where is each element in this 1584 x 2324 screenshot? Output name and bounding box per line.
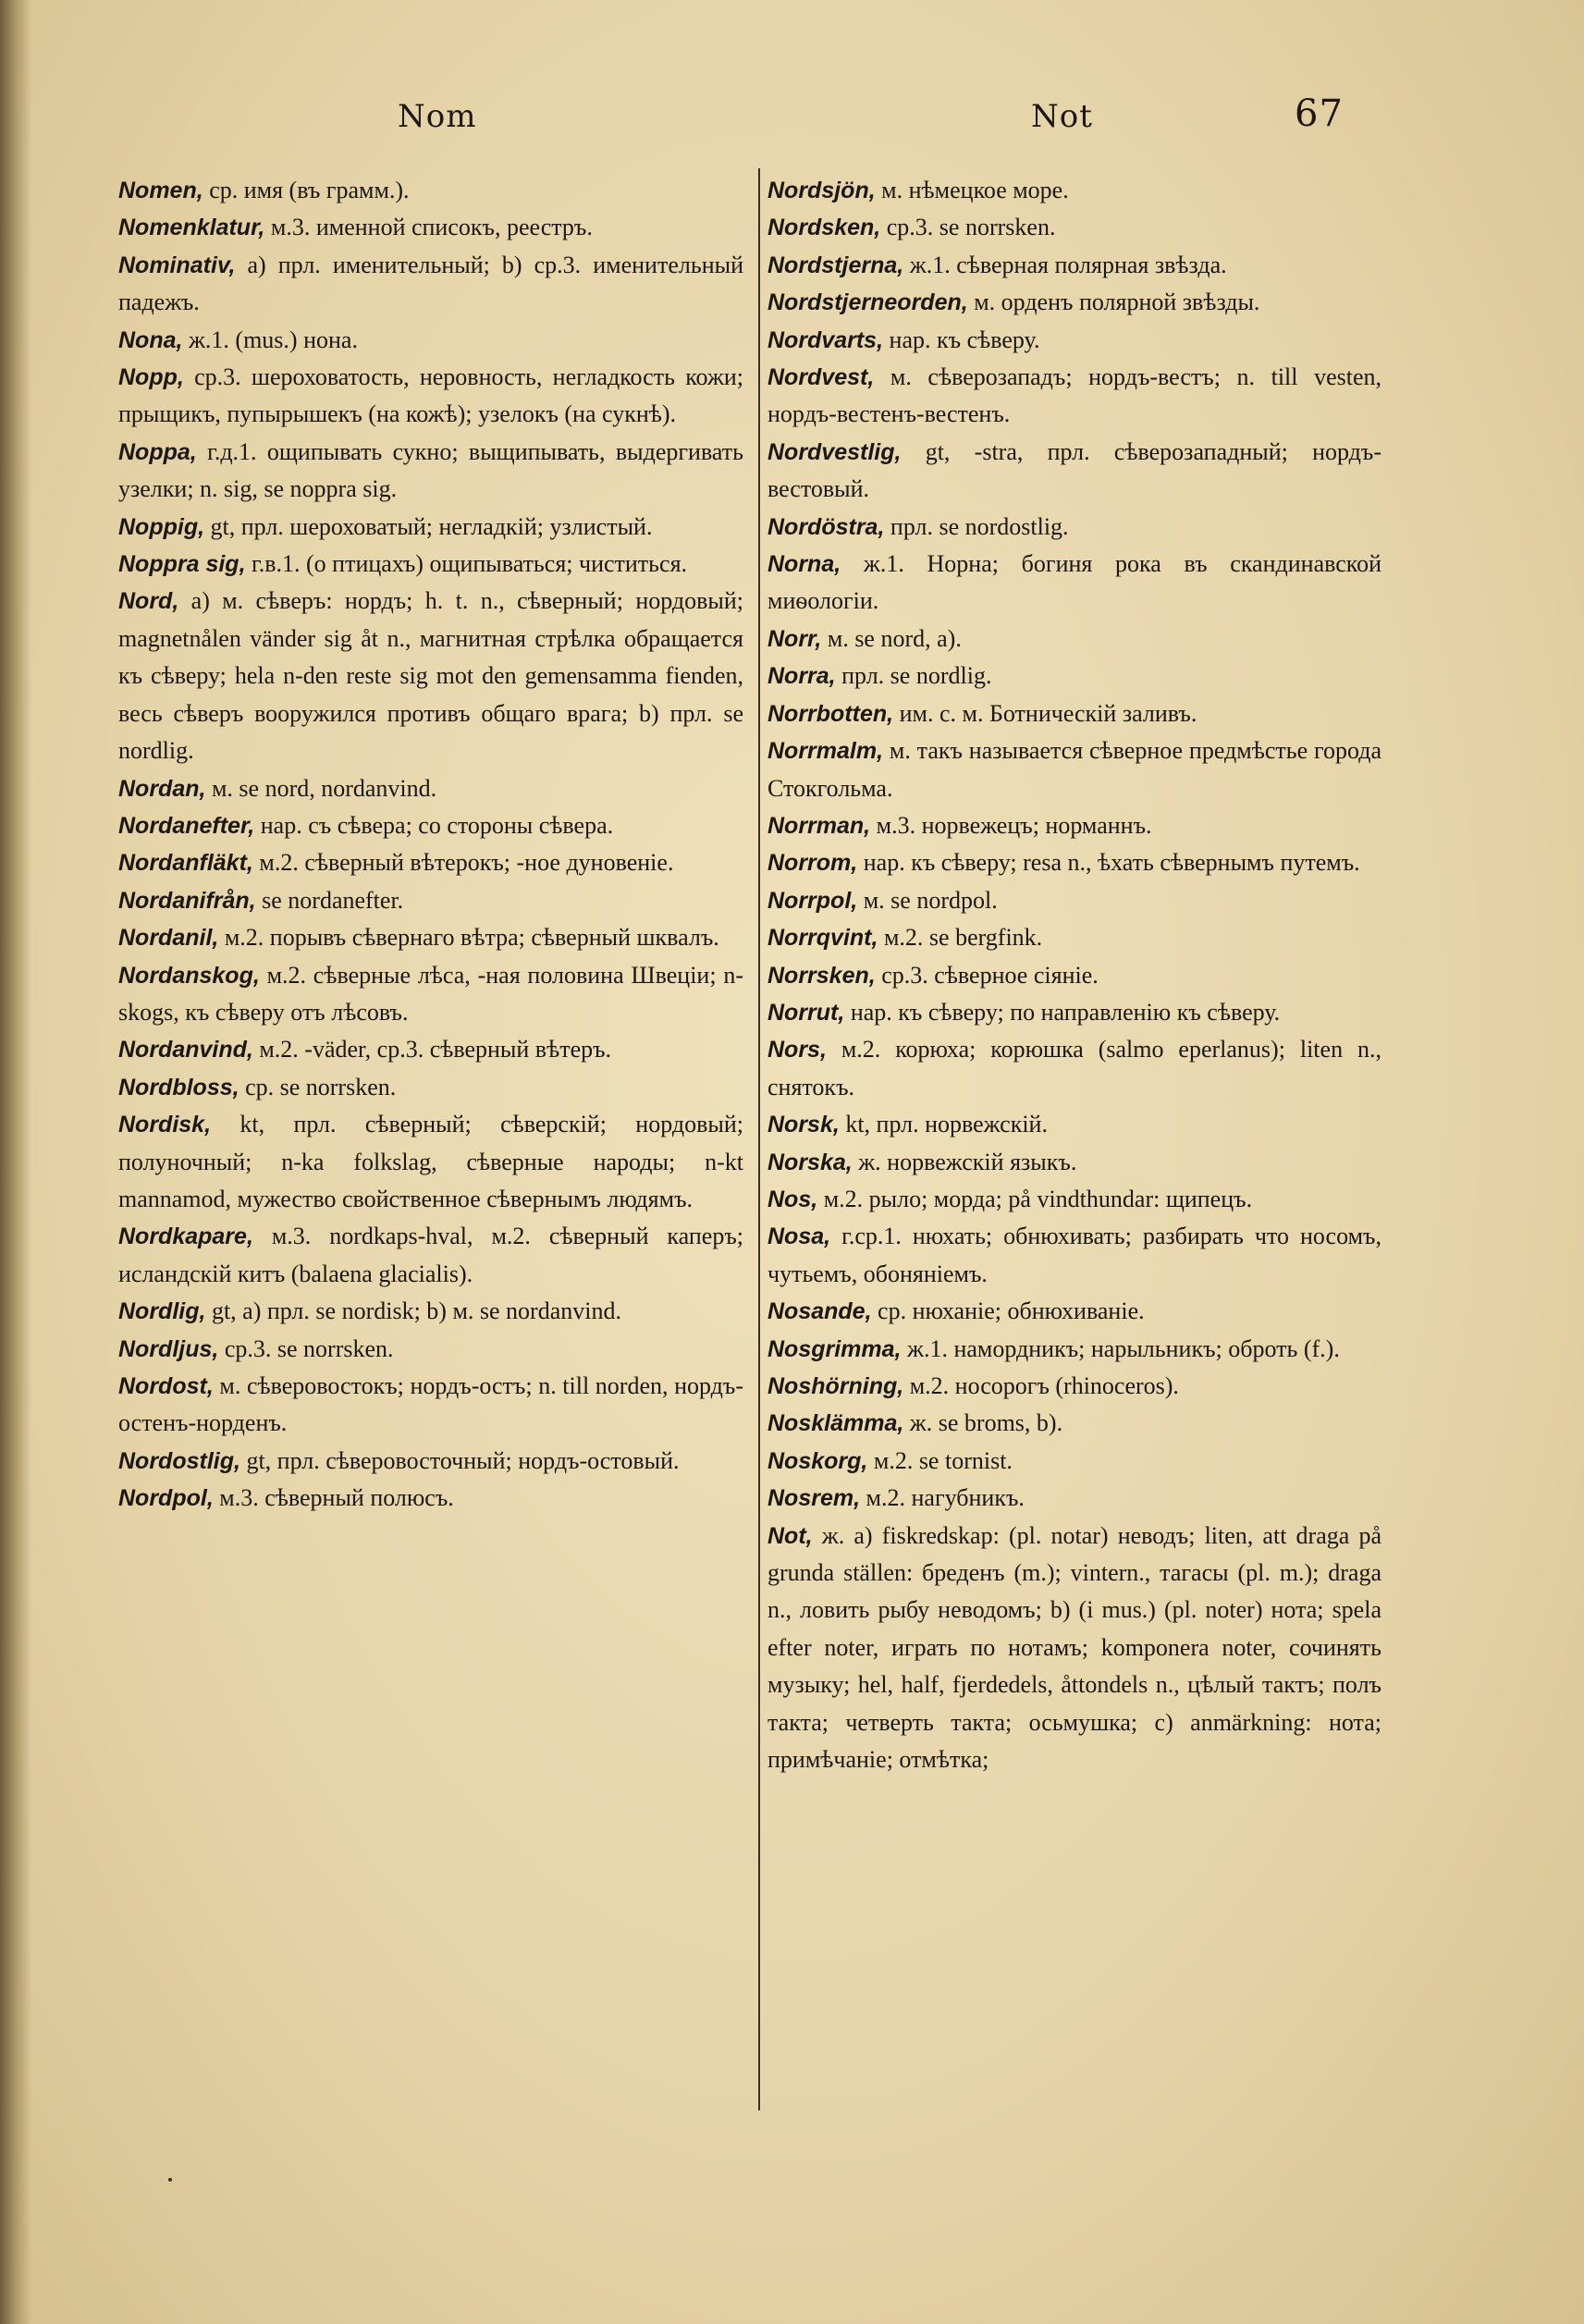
entry-definition: se nordanefter.: [255, 886, 404, 914]
entry-definition: ж.1. (mus.) нона.: [182, 326, 358, 353]
entry-definition: м.2. нагубникъ.: [860, 1484, 1025, 1512]
entry-headword: Nosa,: [767, 1223, 831, 1250]
dictionary-entry: [118, 1106, 743, 1218]
dictionary-entry: [767, 919, 1381, 956]
entry-headword: Nordöstra,: [767, 513, 885, 540]
entry-headword: Nosande,: [767, 1298, 872, 1325]
entry-definition: ср.3. сѣверное сіяніе.: [875, 961, 1099, 989]
dictionary-entry: [118, 209, 743, 246]
entry-headword: Norrbotten,: [767, 700, 894, 727]
dictionary-entry: [767, 1331, 1381, 1368]
entry-headword: Norrman,: [767, 812, 871, 839]
entry-definition: м.2. корюха; корюшка (salmo eperlanus); liten n., снятокъ.: [767, 1036, 1381, 1101]
dictionary-entry: [767, 1218, 1381, 1293]
entry-headword: Norsk,: [767, 1112, 840, 1138]
entry-definition: м. se nordpol.: [857, 886, 998, 914]
entry-headword: Norr,: [767, 625, 822, 652]
entry-definition: м. орденъ полярной звѣзды.: [967, 289, 1260, 316]
entry-definition: м.2. сѣверные лѣса, -ная половина Швеціи; n-skogs, къ сѣверу отъ лѣсовъ.: [118, 961, 743, 1026]
dictionary-entry: [118, 546, 743, 583]
entry-definition: kt, прл. норвежскій.: [839, 1111, 1048, 1138]
dictionary-entry: [767, 1144, 1381, 1181]
entry-headword: Norna,: [767, 551, 841, 578]
entry-headword: Not,: [767, 1522, 813, 1549]
entry-definition: a) м. сѣверъ: нордъ; h. t. n., сѣверный; нордовый; magnetnålen vänder sig åt n., магнитная стрѣлка обращается къ сѣверу; hela n-den reste sig mot den gemensamma fienden, весь сѣверъ вооружился противъ общаго врага; b) прл. se nordlig.: [118, 587, 743, 765]
entry-definition: м. se nord, nordanvind.: [205, 774, 437, 802]
entry-headword: Nordan,: [118, 775, 206, 802]
entry-definition: м. такъ называется сѣверное предмѣстье города Стокгольма.: [767, 737, 1381, 802]
entry-headword: Nordstjerneorden,: [767, 289, 968, 316]
entry-definition: kt, прл. сѣверный; сѣверскій; нордовый; полуночный; n-ka folkslag, сѣверные народы; n-kt mannamod, мужество свойственное сѣвернымъ людямъ.: [118, 1111, 743, 1212]
entry-headword: Nosgrimma,: [767, 1335, 902, 1362]
entry-headword: Nomenklatur,: [118, 215, 265, 241]
dictionary-entry: [767, 172, 1381, 209]
entry-definition: м.2. рыло; морда; på vindthundar: щипецъ.: [817, 1185, 1253, 1212]
entry-headword: Nordstjerna,: [767, 252, 904, 278]
entry-headword: Norrut,: [767, 999, 845, 1026]
dictionary-entry: [118, 322, 743, 359]
dictionary-entry: [118, 1443, 743, 1480]
dictionary-entry: [118, 172, 743, 209]
entry-headword: Noskorg,: [767, 1447, 868, 1474]
entry-definition: м. нѣмецкое море.: [875, 177, 1069, 203]
entry-headword: Norrsken,: [767, 962, 876, 989]
dictionary-entry: [767, 1405, 1381, 1442]
entry-definition: м. se nord, a).: [821, 624, 962, 652]
dictionary-entry: [767, 359, 1381, 434]
dictionary-entry: [118, 957, 743, 1032]
dictionary-entry: [118, 1069, 743, 1106]
entry-definition: нар. съ сѣвера; со стороны сѣвера.: [254, 811, 614, 839]
entry-headword: Nordlig,: [118, 1298, 206, 1325]
entry-definition: ср.3. se norrsken.: [880, 214, 1056, 241]
entry-headword: Nordostlig,: [118, 1447, 240, 1474]
dictionary-entry: [767, 994, 1381, 1031]
right-column: [767, 172, 1381, 1778]
entry-definition: м.2. порывъ сѣвернаго вѣтра; сѣверный шквалъ.: [218, 924, 719, 952]
running-head-right: Not: [1031, 98, 1093, 135]
dictionary-entry: [767, 209, 1381, 246]
entry-headword: Nordanskog,: [118, 962, 260, 989]
entry-definition: a) прл. именительный; b) ср.3. именительный падежъ.: [118, 251, 743, 316]
entry-headword: Nordanefter,: [118, 812, 255, 839]
dictionary-entry: [118, 919, 743, 956]
entry-headword: Norrmalm,: [767, 738, 884, 765]
entry-definition: gt, -stra, прл. сѣверозападный; нордъ-вестовый.: [767, 437, 1381, 503]
dictionary-entry: [767, 1031, 1381, 1106]
dictionary-entry: [118, 1031, 743, 1068]
entry-headword: Norska,: [767, 1149, 853, 1175]
dictionary-entry: [767, 1368, 1381, 1405]
entry-headword: Nordanfläkt,: [118, 850, 253, 877]
dictionary-entry: [767, 434, 1381, 509]
entry-definition: м.2. сѣверный вѣтерокъ; -ное дуновеніе.: [252, 849, 674, 877]
entry-headword: Nosklämma,: [767, 1410, 904, 1437]
entry-headword: Norrom,: [767, 850, 858, 877]
entry-definition: gt, прл. сѣверовосточный; нордъ-остовый.: [239, 1446, 680, 1474]
entry-headword: Nordvarts,: [767, 326, 884, 353]
dictionary-entry: [118, 509, 743, 546]
entry-headword: Norrqvint,: [767, 925, 878, 952]
running-head-left: Nom: [398, 98, 477, 135]
entry-definition: им. с. м. Ботническій заливъ.: [893, 699, 1197, 727]
entry-headword: Nordsken,: [767, 215, 881, 241]
dictionary-entry: [767, 322, 1381, 359]
dictionary-entry: [767, 1480, 1381, 1517]
entry-definition: нар. къ сѣверу.: [883, 326, 1040, 353]
entry-definition: м.3. норвежецъ; норманнъ.: [870, 811, 1152, 839]
dictionary-entry: [767, 807, 1381, 844]
dictionary-entry: [767, 658, 1381, 695]
dictionary-entry: [767, 284, 1381, 321]
entry-definition: ж.1. Норна; богиня рока въ скандинавской миѳологіи.: [767, 550, 1381, 615]
dictionary-entry: [118, 882, 743, 919]
binding-gutter: [0, 0, 31, 2324]
dictionary-entry: [767, 957, 1381, 994]
entry-definition: г.в.1. (о птицахъ) ощипываться; чиститься.: [245, 550, 688, 578]
dictionary-entry: [118, 1480, 743, 1517]
entry-definition: gt, a) прл. se nordisk; b) м. se nordanvind.: [205, 1297, 621, 1325]
entry-definition: прл. se nordlig.: [835, 662, 992, 690]
entry-definition: м.3. nordkaps-hval, м.2. сѣверный каперъ; исландскій китъ (balaena glacialis).: [118, 1223, 743, 1287]
entry-headword: Noppra sig,: [118, 551, 246, 578]
ink-speck: [168, 2178, 172, 2182]
entry-headword: Nordbloss,: [118, 1074, 239, 1101]
entry-definition: ж. a) fiskredskap: (pl. notar) неводъ; liten, att draga på grunda ställen: бреденъ (m.); vintern., тагасы (pl. m.); draga n., ловить рыбу неводомъ; b) (i mus.) (pl. noter) нота; spela efter noter, играть по нотамъ; komponera noter, сочинять музыку; hel, half, fjerdedels, åttondels n., цѣлый тактъ; полъ такта; четверть такта; осьмушка; c) anmärkning: нота; примѣчаніе; отмѣтка;: [767, 1521, 1381, 1774]
entry-definition: м.2. se tornist.: [867, 1446, 1013, 1474]
dictionary-entry: [767, 1106, 1381, 1143]
entry-definition: нар. къ сѣверу; по направленію къ сѣверу.: [844, 998, 1281, 1026]
entry-definition: ж.1. сѣверная полярная звѣзда.: [903, 251, 1227, 278]
entry-definition: г.ср.1. нюхать; обнюхивать; разбирать что носомъ, чутьемъ, обоняніемъ.: [767, 1223, 1381, 1287]
entry-headword: Nona,: [118, 326, 183, 353]
left-column: [118, 172, 743, 1518]
dictionary-entry: [767, 546, 1381, 621]
dictionary-entry: [118, 434, 743, 509]
entry-headword: Noshörning,: [767, 1373, 904, 1399]
dictionary-entry: [118, 770, 743, 807]
running-head: [0, 89, 1584, 144]
entry-headword: Nordvestlig,: [767, 438, 902, 465]
entry-definition: ср. se norrsken.: [239, 1073, 397, 1101]
entry-definition: ср.3. se norrsken.: [218, 1334, 394, 1362]
entry-definition: gt, прл. шероховатый; негладкій; узлистый.: [204, 512, 653, 540]
entry-definition: ср. имя (въ грамм.).: [203, 177, 410, 203]
entry-definition: прл. se nordostlig.: [884, 512, 1069, 540]
entry-definition: нар. къ сѣверу; resa n., ѣхать сѣвернымъ путемъ.: [857, 849, 1360, 877]
entry-headword: Nordkapare,: [118, 1223, 253, 1250]
dictionary-entry: [767, 732, 1381, 807]
dictionary-entry: [767, 695, 1381, 732]
dictionary-entry: [767, 1293, 1381, 1330]
entry-headword: Noppa,: [118, 438, 197, 465]
entry-headword: Nord,: [118, 588, 179, 615]
entry-definition: ср.3. шероховатость, неровность, негладкость кожи; прыщикъ, пупырышекъ (на кожѣ); узелокъ (на сукнѣ).: [118, 363, 743, 428]
entry-definition: ж. se broms, b).: [903, 1409, 1063, 1437]
dictionary-entry: [118, 1218, 743, 1293]
dictionary-entry: [767, 1518, 1381, 1779]
dictionary-entry: [118, 583, 743, 769]
entry-headword: Nordanvind,: [118, 1037, 253, 1064]
entry-headword: Nominativ,: [118, 252, 236, 278]
entry-headword: Nordost,: [118, 1373, 214, 1399]
dictionary-entry: [767, 1443, 1381, 1480]
entry-definition: ср. нюханіе; обнюхиваніе.: [871, 1297, 1145, 1325]
page-number: 67: [1295, 92, 1344, 135]
dictionary-entry: [118, 1293, 743, 1330]
entry-headword: Nordsjön,: [767, 178, 876, 203]
column-rule: [758, 168, 760, 2110]
entry-definition: м. сѣверозападъ; нордъ-вестъ; n. till vesten, нордъ-вестенъ-вестенъ.: [767, 363, 1381, 428]
entry-definition: м.2. se bergfink.: [878, 924, 1043, 952]
entry-headword: Nors,: [767, 1037, 827, 1064]
entry-headword: Nordljus,: [118, 1335, 219, 1362]
entry-headword: Nopp,: [118, 364, 184, 391]
dictionary-entry: [767, 1181, 1381, 1218]
entry-headword: Norrpol,: [767, 887, 858, 914]
entry-headword: Noppig,: [118, 513, 205, 540]
dictionary-entry: [767, 621, 1381, 658]
entry-definition: ж. норвежскій языкъ.: [852, 1148, 1077, 1175]
entry-headword: Nordanifrån,: [118, 887, 256, 914]
entry-definition: м.3. сѣверный полюсъ.: [213, 1484, 454, 1512]
dictionary-entry: [767, 844, 1381, 881]
dictionary-entry: [118, 807, 743, 844]
entry-definition: м.2. носорогъ (rhinoceros).: [903, 1372, 1179, 1399]
entry-definition: г.д.1. ощипывать сукно; выщипывать, выдергивать узелки; n. sig, se noppra sig.: [118, 437, 743, 503]
entry-definition: м.3. именной списокъ, реестръ.: [264, 214, 593, 241]
entry-headword: Nordisk,: [118, 1112, 212, 1138]
dictionary-entry: [118, 247, 743, 322]
entry-headword: Nordvest,: [767, 364, 875, 391]
dictionary-entry: [767, 882, 1381, 919]
entry-headword: Norra,: [767, 663, 836, 690]
entry-definition: ж.1. намордникъ; нарыльникъ; оброть (f.).: [901, 1334, 1340, 1362]
entry-headword: Nomen,: [118, 178, 203, 203]
dictionary-entry: [767, 509, 1381, 546]
entry-headword: Nosrem,: [767, 1485, 861, 1512]
dictionary-entry: [118, 1331, 743, 1368]
dictionary-entry: [767, 247, 1381, 284]
entry-headword: Nordanil,: [118, 925, 219, 952]
entry-headword: Nos,: [767, 1186, 818, 1212]
dictionary-entry: [118, 1368, 743, 1443]
dictionary-entry: [118, 844, 743, 881]
dictionary-entry: [118, 359, 743, 434]
entry-headword: Nordpol,: [118, 1485, 214, 1512]
entry-definition: м. сѣверовостокъ; нордъ-остъ; n. till norden, нордъ-остенъ-норденъ.: [118, 1372, 743, 1437]
entry-definition: м.2. -väder, ср.3. сѣверный вѣтеръ.: [252, 1036, 612, 1064]
